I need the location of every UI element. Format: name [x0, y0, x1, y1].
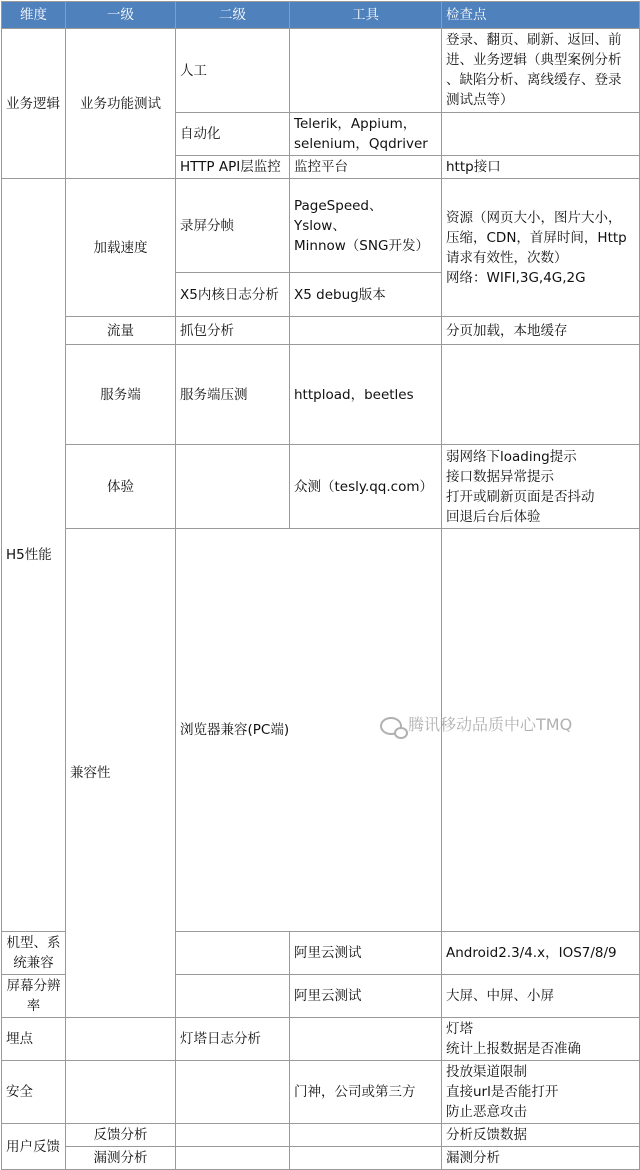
checkpoint-cell: 分析反馈数据 [442, 1124, 640, 1147]
level2-cell: 抓包分析 [176, 317, 290, 345]
watermark-text: 腾讯移动品质中心TMQ [408, 715, 573, 734]
tool-cell [290, 1124, 442, 1147]
tool-cell [290, 29, 442, 113]
level2-cell [176, 1124, 290, 1147]
level1-cell [66, 1061, 176, 1124]
level2-cell [176, 975, 290, 1018]
checkpoint-line: 测试点等） [446, 92, 514, 108]
tool-cell: 阿里云测试 [290, 932, 442, 975]
tool-cell [290, 179, 442, 273]
level1-cell: 屏幕分辨率 [2, 975, 66, 1018]
tool-cell: X5 debug版本 [290, 273, 442, 317]
table-row [2, 1147, 640, 1170]
tool-line: PageSpeed、 [294, 197, 383, 214]
level2-cell [176, 445, 290, 529]
level1-cell: 加载速度 [66, 179, 176, 317]
dimension-cell: 用户反馈 [2, 1124, 66, 1170]
checkpoint-line: 直接url是否能打开 [446, 1084, 559, 1100]
wechat-icon [380, 717, 402, 735]
table-row [2, 29, 640, 113]
level2-cell: 服务端压测 [176, 345, 290, 445]
level1-cell: 漏测分析 [66, 1147, 176, 1170]
checkpoint-line: 进、业务逻辑（典型案例分析 [446, 52, 622, 68]
checkpoint-cell [442, 113, 640, 156]
checkpoint-cell: 漏测分析 [442, 1147, 640, 1170]
header-dimension: 维度 [2, 2, 66, 29]
table-row [2, 1124, 640, 1147]
tool-cell: 监控平台 [290, 156, 442, 179]
level1-cell: 服务端 [66, 345, 176, 445]
tool-line: Minnow（SNG开发） [294, 237, 429, 254]
watermark [380, 712, 572, 735]
tool-cell [290, 1018, 442, 1061]
level1-cell [66, 1018, 176, 1061]
checkpoint-line: 登录、翻页、刷新、返回、前 [446, 32, 622, 48]
table-row [2, 445, 640, 529]
checkpoint-cell [442, 345, 640, 445]
level2-cell: 人工 [176, 29, 290, 113]
checkpoint-cell: Android2.3/4.x，IOS7/8/9 [442, 932, 640, 975]
level2-cell: 录屏分帧 [176, 179, 290, 273]
header-level2: 二级 [176, 2, 290, 29]
checkpoint-line: 资源（网页大小，图片大小， [446, 209, 622, 226]
checkpoint-cell [442, 445, 640, 529]
level1-cell: 反馈分析 [66, 1124, 176, 1147]
level2-cell: 灯塔日志分析 [176, 1018, 290, 1061]
tool-line: Yslow、 [294, 217, 346, 234]
dimension-cell: 兼容性 [66, 529, 176, 1018]
tool-cell [290, 317, 442, 345]
tool-cell: 阿里云测试 [290, 975, 442, 1018]
level2-cell: X5内核日志分析 [176, 273, 290, 317]
test-checklist-table [1, 1, 640, 1170]
dimension-cell: 业务逻辑 [2, 29, 66, 179]
checkpoint-cell: 分页加载，本地缓存 [442, 317, 640, 345]
checkpoint-line: 请求有效性，次数） [446, 249, 568, 266]
header-tool: 工具 [290, 2, 442, 29]
checkpoint-line: 统计上报数据是否准确 [446, 1041, 581, 1057]
level2-cell [176, 1061, 290, 1124]
checkpoint-line: 打开或刷新页面是否抖动 [446, 488, 595, 505]
checkpoint-line: 、缺陷分析、离线缓存、登录 [446, 72, 622, 88]
dimension-cell: 安全 [2, 1061, 66, 1124]
checkpoint-cell [442, 1061, 640, 1124]
level1-cell: 流量 [66, 317, 176, 345]
checkpoint-line: 弱网络下loading提示 [446, 448, 577, 465]
tool-cell [290, 113, 442, 156]
checkpoint-line: 网络：WIFI,3G,4G,2G [446, 269, 586, 286]
level2-cell [176, 932, 290, 975]
table-row [2, 1061, 640, 1124]
table-row [2, 317, 640, 345]
checkpoint-cell: 大屏、中屏、小屏 [442, 975, 640, 1018]
dimension-cell: H5性能 [2, 179, 66, 932]
checkpoint-line: 回退后台后体验 [446, 508, 541, 525]
level2-cell [176, 1147, 290, 1170]
tool-line: selenium，Qqdriver [294, 136, 428, 152]
level1-cell: 浏览器兼容(PC端) [176, 529, 442, 932]
level2-cell: HTTP API层监控 [176, 156, 290, 179]
table-row [2, 179, 640, 273]
tool-cell: httpload，beetles [290, 345, 442, 445]
checkpoint-line: 投放渠道限制 [446, 1064, 527, 1080]
checkpoint-line: 接口数据异常提示 [446, 468, 554, 485]
checkpoint-cell [442, 1018, 640, 1061]
checkpoint-line: 压缩，CDN，首屏时间，Http [446, 229, 627, 246]
checkpoint-line: 防止恶意攻击 [446, 1104, 527, 1120]
checkpoint-line: 灯塔 [446, 1021, 473, 1037]
tool-cell [290, 1147, 442, 1170]
level2-cell: 自动化 [176, 113, 290, 156]
header-level1: 一级 [66, 2, 176, 29]
tool-line: Telerik，Appium， [294, 116, 417, 132]
tool-cell: 众测（tesly.qq.com） [290, 445, 442, 529]
header-row [2, 2, 640, 29]
level1-cell: 机型、系统兼容 [2, 932, 66, 975]
checkpoint-cell [442, 179, 640, 317]
table-row [2, 1018, 640, 1061]
table-row [2, 345, 640, 445]
level1-cell: 体验 [66, 445, 176, 529]
checkpoint-cell: http接口 [442, 156, 640, 179]
level1-cell: 业务功能测试 [66, 29, 176, 179]
tool-cell: 门神，公司或第三方 [290, 1061, 442, 1124]
header-checkpoint: 检查点 [442, 2, 640, 29]
checkpoint-cell [442, 29, 640, 113]
dimension-cell: 埋点 [2, 1018, 66, 1061]
